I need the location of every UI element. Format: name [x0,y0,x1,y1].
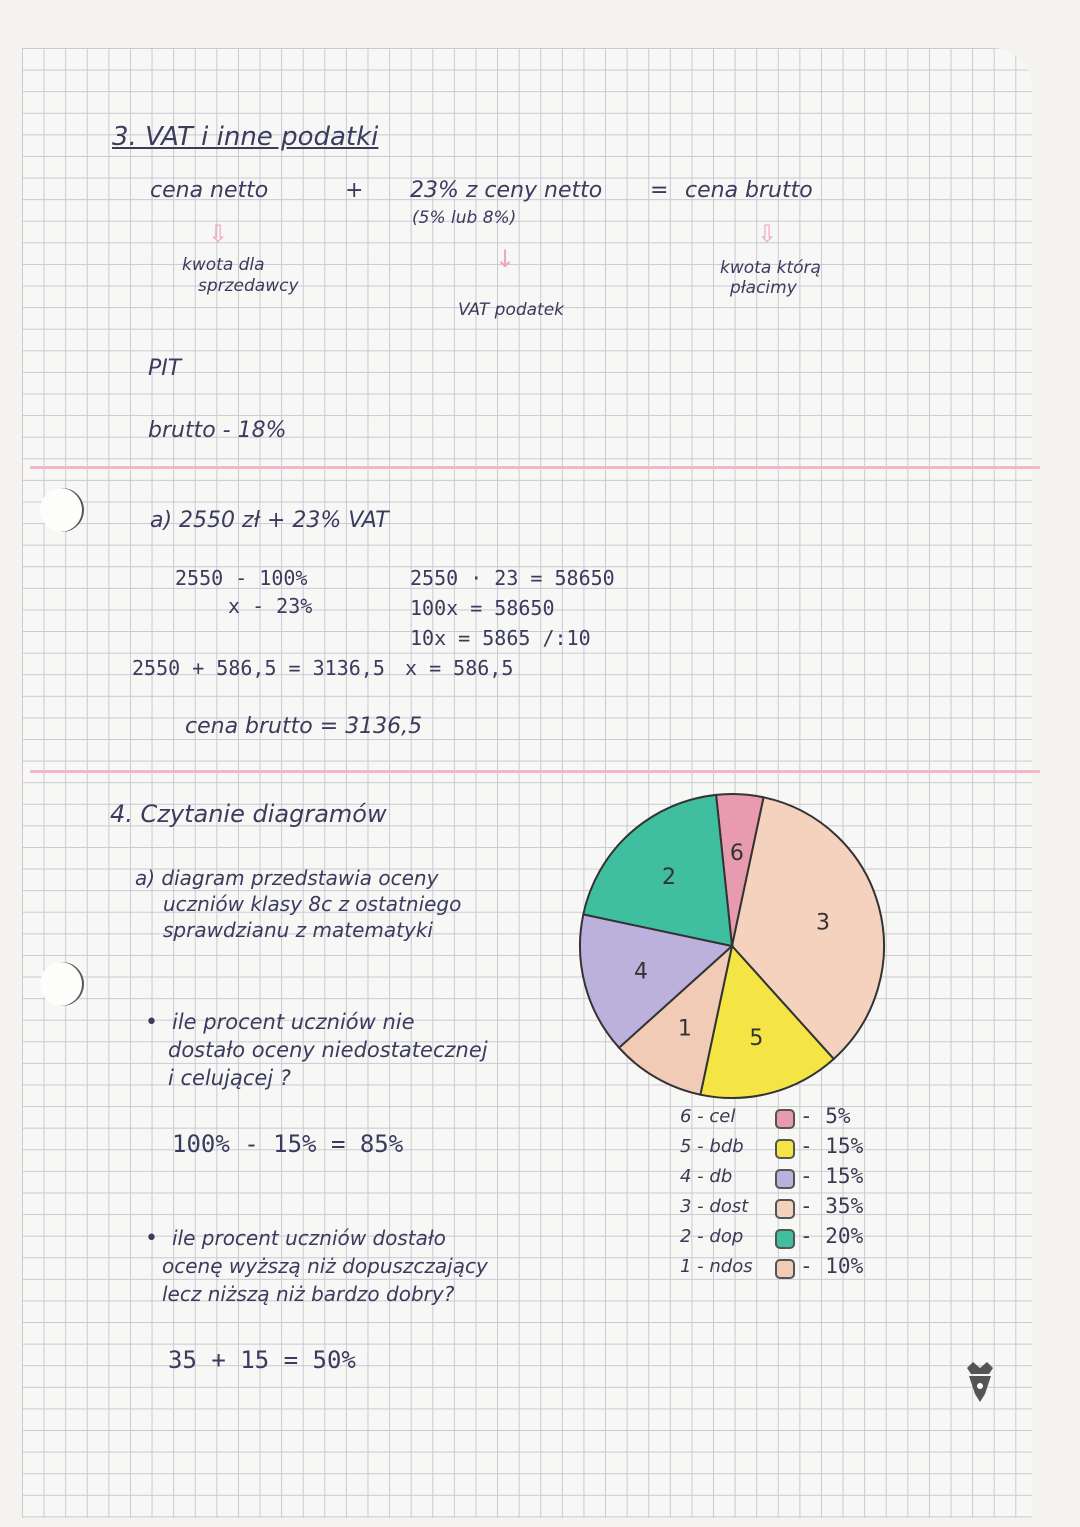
formula-brutto: cena brutto [685,178,813,203]
question-2-line-1: ile procent uczniów dostało [172,1226,446,1250]
legend-percent: - 10% [800,1254,864,1278]
arrow-down-icon: ↓ [495,245,516,273]
pie-label-2: 2 [661,864,676,890]
pie-label-5: 5 [749,1026,764,1052]
bullet-icon: • [145,1226,158,1251]
calc-4: 2550 + 586,5 = 3136,5 [132,656,385,680]
formula-eq: = [650,178,669,203]
task-a-result: cena brutto = 3136,5 [185,714,423,739]
legend-percent: - 15% [800,1134,864,1158]
legend-percent: - 5% [800,1104,851,1128]
separator-line-2 [30,770,1040,773]
arrow-down-icon: ⇩ [757,220,778,248]
legend-swatch [775,1169,795,1189]
legend-swatch [775,1229,795,1249]
pie-label-6: 6 [729,840,744,866]
pit-rule: brutto - 18% [148,418,287,443]
formula-netto: cena netto [150,178,269,203]
formula-plus: + [345,178,364,203]
answer-2: 35 + 15 = 50% [168,1346,356,1374]
pen-nib-icon [963,1360,997,1404]
pie-label-3: 3 [816,910,831,936]
legend-label: 3 - dost [680,1196,749,1217]
intro-line-2: uczniów klasy 8c z ostatniego [163,892,462,916]
calc-2: 100x = 58650 [410,596,555,620]
arrow-down-icon: ⇩ [208,220,229,248]
vat-note: VAT podatek [458,300,565,320]
legend-swatch [775,1109,795,1129]
legend-swatch [775,1199,795,1219]
legend-label: 2 - dop [680,1226,744,1247]
legend-swatch [775,1259,795,1279]
legend-percent: - 35% [800,1194,864,1218]
section-4-title: 4. Czytanie diagramów [110,800,387,828]
legend-label: 6 - cel [680,1106,736,1127]
legend-label: 4 - db [680,1166,733,1187]
task-a-statement: a) 2550 zł + 23% VAT [150,508,389,533]
legend-label: 1 - ndos [680,1256,753,1277]
question-1-line-2: dostało oceny niedostatecznej [168,1038,488,1062]
intro-line-1: a) diagram przedstawia oceny [135,866,439,890]
question-1-line-1: ile procent uczniów nie [172,1010,415,1034]
formula-vat: 23% z ceny netto [410,178,603,203]
calc-3: 10x = 5865 /:10 [410,626,591,650]
netto-note-2: sprzedawcy [198,276,299,296]
separator-line-1 [30,466,1040,469]
grades-pie-chart [572,786,892,1106]
proportion-1: 2550 - 100% [175,566,308,590]
intro-line-3: sprawdzianu z matematyki [163,918,433,942]
answer-1: 100% - 15% = 85% [172,1130,404,1158]
legend-label: 5 - bdb [680,1136,744,1157]
calc-5: x = 586,5 [405,656,514,680]
proportion-2: x - 23% [228,594,313,618]
legend-swatch [775,1139,795,1159]
formula-vat-alt: (5% lub 8%) [412,208,517,228]
binder-hole-bottom [40,962,84,1006]
brutto-note-2: płacimy [730,278,797,298]
section-3-title: 3. VAT i inne podatki [112,122,379,152]
netto-note-1: kwota dla [182,255,265,275]
legend-percent: - 20% [800,1224,864,1248]
pit-label: PIT [148,356,182,381]
question-2-line-3: lecz niższą niż bardzo dobry? [162,1282,455,1306]
calc-1: 2550 · 23 = 58650 [410,566,615,590]
bullet-icon: • [145,1010,158,1035]
pie-label-4: 4 [633,959,648,985]
binder-hole-top [40,488,84,532]
brutto-note-1: kwota którą [720,258,821,278]
pie-label-1: 1 [677,1016,692,1042]
question-2-line-2: ocenę wyższą niż dopuszczający [162,1254,488,1278]
question-1-line-3: i celującej ? [168,1066,291,1090]
legend-percent: - 15% [800,1164,864,1188]
